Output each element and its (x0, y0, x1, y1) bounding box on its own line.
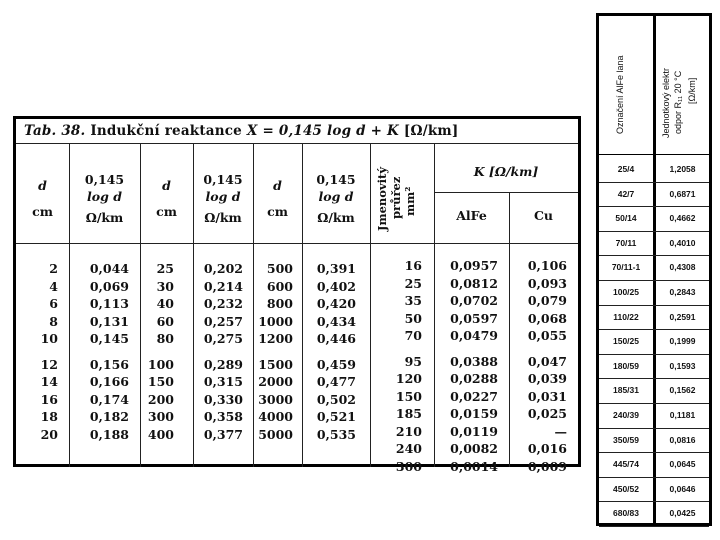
resistance-value: 0,1999 (669, 336, 696, 347)
table-row (599, 231, 709, 257)
table-row (599, 157, 709, 183)
resistance-value: 0,6871 (669, 188, 696, 199)
table-cell: 0,156 (89, 356, 129, 372)
conductor-designation: 42/7 (617, 188, 635, 199)
header-log-2: 0,145 log d Ω/km (203, 172, 243, 225)
header-k: K [Ω/km] (473, 164, 539, 179)
header-alfe: AlFe (456, 208, 487, 223)
column-log-3 (302, 260, 356, 443)
table-cell: 200 (147, 391, 174, 407)
table-cell: 0,275 (203, 331, 243, 346)
table-cell: 0,0957 (450, 258, 498, 273)
table-cell: 0,0159 (450, 406, 498, 421)
table-cell: 0,446 (316, 331, 356, 346)
table-row (599, 452, 709, 478)
table-row (599, 501, 709, 527)
alfe-resistance-table (596, 13, 712, 526)
table-cell (193, 348, 243, 356)
table-cell: 100 (147, 356, 174, 372)
column-log-1 (69, 260, 129, 443)
table-cell: 18 (40, 409, 58, 424)
table-cell: 600 (266, 278, 293, 294)
header-resistance-line2: odpor R₁₁ 20 °C (673, 70, 683, 134)
resistance-value: 0,2843 (669, 287, 696, 297)
table-cell: 0,477 (316, 374, 356, 389)
table-cell: 2000 (258, 374, 293, 389)
table-cell: 120 (395, 371, 422, 386)
table-cell: 0,093 (527, 275, 567, 291)
table-cell: 300 (147, 409, 174, 424)
table-cell: 800 (266, 296, 293, 311)
header-nominal-line1: Jmenovitý (375, 166, 389, 231)
header-resistance-line1: Jednotkový elektr (661, 67, 671, 138)
table-row (599, 206, 709, 232)
table-cell: 0,182 (89, 409, 129, 424)
table-row (599, 354, 709, 380)
table-cell: 0,188 (89, 426, 129, 442)
table-cell: 40 (156, 296, 174, 311)
table-cell: 0,434 (316, 313, 356, 329)
table-row (599, 378, 709, 404)
conductor-designation: 450/52 (613, 483, 639, 494)
table-cell (253, 348, 293, 356)
conductor-designation: 185/31 (613, 385, 639, 396)
table-row (599, 280, 709, 306)
table-row (599, 255, 709, 281)
header-d-3: d cm (267, 178, 288, 219)
table-cell: 500 (266, 261, 293, 276)
table-cell: 80 (156, 331, 174, 346)
table-cell: 400 (147, 426, 174, 442)
table-cell: 14 (40, 374, 58, 389)
table-cell: 0,079 (527, 293, 567, 308)
table-cell: 0,0288 (450, 371, 498, 386)
table-cell: 1000 (258, 313, 293, 329)
resistance-value: 1,2058 (669, 164, 696, 174)
table-cell: 0,0014 (450, 458, 498, 474)
conductor-designation: 350/59 (613, 434, 639, 445)
column-cu (509, 257, 567, 475)
resistance-value: 0,0645 (669, 459, 696, 470)
table-cell: 50 (404, 310, 422, 326)
table-cell: 0,0119 (450, 423, 498, 439)
table-cell: 16 (40, 391, 58, 407)
table-row (599, 403, 709, 429)
conductor-designation: 240/39 (613, 410, 639, 420)
table-cell: 70 (404, 328, 422, 343)
table-cell: 0,039 (527, 371, 567, 386)
resistance-value: 0,0425 (669, 508, 696, 519)
conductor-designation: 110/22 (613, 311, 639, 322)
header-d-1: d cm (32, 178, 53, 219)
table-cell (69, 348, 129, 356)
resistance-value: 0,1593 (669, 360, 696, 371)
table-cell: 0,0479 (450, 328, 498, 343)
table-cell: — (554, 423, 567, 439)
table-cell: 0,202 (203, 261, 243, 276)
header-designation: Označení AlFe lana (615, 55, 625, 134)
conductor-designation: 100/25 (613, 287, 639, 297)
table-caption: Indukční reaktance (90, 123, 242, 139)
column-d-2 (140, 260, 174, 443)
table-cell: 0,330 (203, 391, 243, 407)
header-d-2: d cm (156, 178, 177, 219)
table-cell: 1500 (258, 356, 293, 372)
table-cell: 0,145 (89, 331, 129, 346)
table-cell: 0,0082 (450, 441, 498, 456)
table-cell (509, 345, 567, 353)
table-cell: 0,535 (316, 426, 356, 442)
column-log-2 (193, 260, 243, 443)
table-cell: 0,502 (316, 391, 356, 407)
table-cell: 0,232 (203, 296, 243, 311)
table-cell: 0,069 (89, 278, 129, 294)
table-cell: 16 (404, 258, 422, 273)
table-cell: 0,459 (316, 356, 356, 372)
table-cell: 0,047 (527, 353, 567, 369)
column-d-3 (253, 260, 293, 443)
table-cell: 300 (395, 458, 422, 474)
table-cell: 0,420 (316, 296, 356, 311)
k-subheader-divider (434, 192, 578, 193)
header-log-1: 0,145 log d Ω/km (84, 172, 125, 225)
table-row (599, 428, 709, 454)
table-cell: 0,0812 (450, 275, 498, 291)
table-cell: 1200 (258, 331, 293, 346)
inductive-reactance-table (13, 116, 581, 474)
table-cell: 12 (40, 356, 58, 372)
table-cell: 0,106 (527, 258, 567, 273)
conductor-designation: 445/74 (613, 459, 639, 470)
table-cell: 0,016 (527, 441, 567, 456)
table-cell: 185 (395, 406, 422, 421)
table-cell: 0,402 (316, 278, 356, 294)
resistance-value: 0,4308 (669, 262, 696, 273)
table-cell: 0,166 (89, 374, 129, 389)
header-nominal-line3: mm² (403, 186, 417, 216)
table-cell: 0,131 (89, 313, 129, 329)
title-divider (16, 143, 578, 144)
table-cell: 150 (147, 374, 174, 389)
table-cell: 0,521 (316, 409, 356, 424)
table-cell: 25 (404, 275, 422, 291)
table-cell: 0,315 (203, 374, 243, 389)
table-cell: 2 (49, 261, 58, 276)
header-resistance-line3: [Ω/km] (687, 77, 697, 104)
table-cell: 0,0702 (450, 293, 498, 308)
table-cell: 0,0227 (450, 388, 498, 404)
conductor-designation: 150/25 (613, 336, 639, 347)
table-cell: 240 (395, 441, 422, 456)
table-cell: 150 (395, 388, 422, 404)
table-cell: 25 (156, 261, 174, 276)
header-divider (16, 243, 578, 244)
table-cell: 0,068 (527, 310, 567, 326)
table-formula: X = 0,145 log d + K (246, 123, 399, 139)
table-cell: 0,025 (527, 406, 567, 421)
resistance-value: 0,4662 (669, 213, 696, 224)
table-cell: 0,174 (89, 391, 129, 407)
column-d-1 (24, 260, 58, 443)
table-cell: 30 (156, 278, 174, 294)
table-unit: [Ω/km] (403, 123, 459, 139)
conductor-designation: 180/59 (613, 360, 639, 371)
table-cell: 4 (49, 278, 58, 294)
table-cell: 3000 (258, 391, 293, 407)
conductor-designation: 680/83 (613, 508, 639, 519)
table-cell (302, 348, 356, 356)
table-cell: 6 (49, 296, 58, 311)
header-divider (599, 154, 709, 155)
resistance-value: 0,1562 (669, 385, 696, 396)
resistance-value: 0,1181 (669, 410, 696, 420)
table-cell: 5000 (258, 426, 293, 442)
conductor-designation: 50/14 (615, 213, 637, 224)
table-cell: 0,257 (203, 313, 243, 329)
conductor-designation: 25/4 (617, 164, 635, 174)
table-cell: 0,113 (89, 296, 129, 311)
table-cell (140, 348, 174, 356)
column-nominal (370, 257, 422, 475)
header-nominal-line2: průřez (389, 176, 403, 219)
table-cell: 0,0597 (450, 310, 498, 326)
table-cell: 0,044 (89, 261, 129, 276)
table-row (599, 305, 709, 331)
table-cell: 0,391 (316, 261, 356, 276)
table-cell: 4000 (258, 409, 293, 424)
table-row (599, 477, 709, 503)
table-number: Tab. 38. (24, 123, 86, 139)
table-cell: 0,009 (527, 458, 567, 474)
resistance-value: 0,4010 (669, 237, 696, 248)
table-cell: 35 (404, 293, 422, 308)
table-cell: 8 (49, 313, 58, 329)
table-cell: 0,214 (203, 278, 243, 294)
table-title (24, 123, 458, 139)
header-log-3: 0,145 log d Ω/km (316, 172, 356, 225)
resistance-value: 0,0816 (669, 434, 696, 445)
conductor-designation: 70/11-1 (611, 262, 641, 273)
column-alfe (434, 257, 498, 475)
table-cell (24, 348, 58, 356)
table-cell: 0,358 (203, 409, 243, 424)
table-cell: 20 (40, 426, 58, 442)
table-cell: 60 (156, 313, 174, 329)
table-row (599, 329, 709, 355)
table-cell: 95 (404, 353, 422, 369)
table-cell: 0,031 (527, 388, 567, 404)
table-cell: 0,0388 (450, 353, 498, 369)
header-cu: Cu (533, 208, 554, 223)
table-row (599, 182, 709, 208)
table-cell: 0,055 (527, 328, 567, 343)
table-cell: 210 (395, 423, 422, 439)
table-cell: 10 (40, 331, 58, 346)
resistance-value: 0,2591 (669, 311, 696, 322)
conductor-designation: 70/11 (615, 237, 637, 248)
table-cell (370, 345, 422, 353)
table-cell: 0,377 (203, 426, 243, 442)
table-cell (434, 345, 498, 353)
resistance-value: 0,0646 (669, 483, 696, 494)
table-cell: 0,289 (203, 356, 243, 372)
